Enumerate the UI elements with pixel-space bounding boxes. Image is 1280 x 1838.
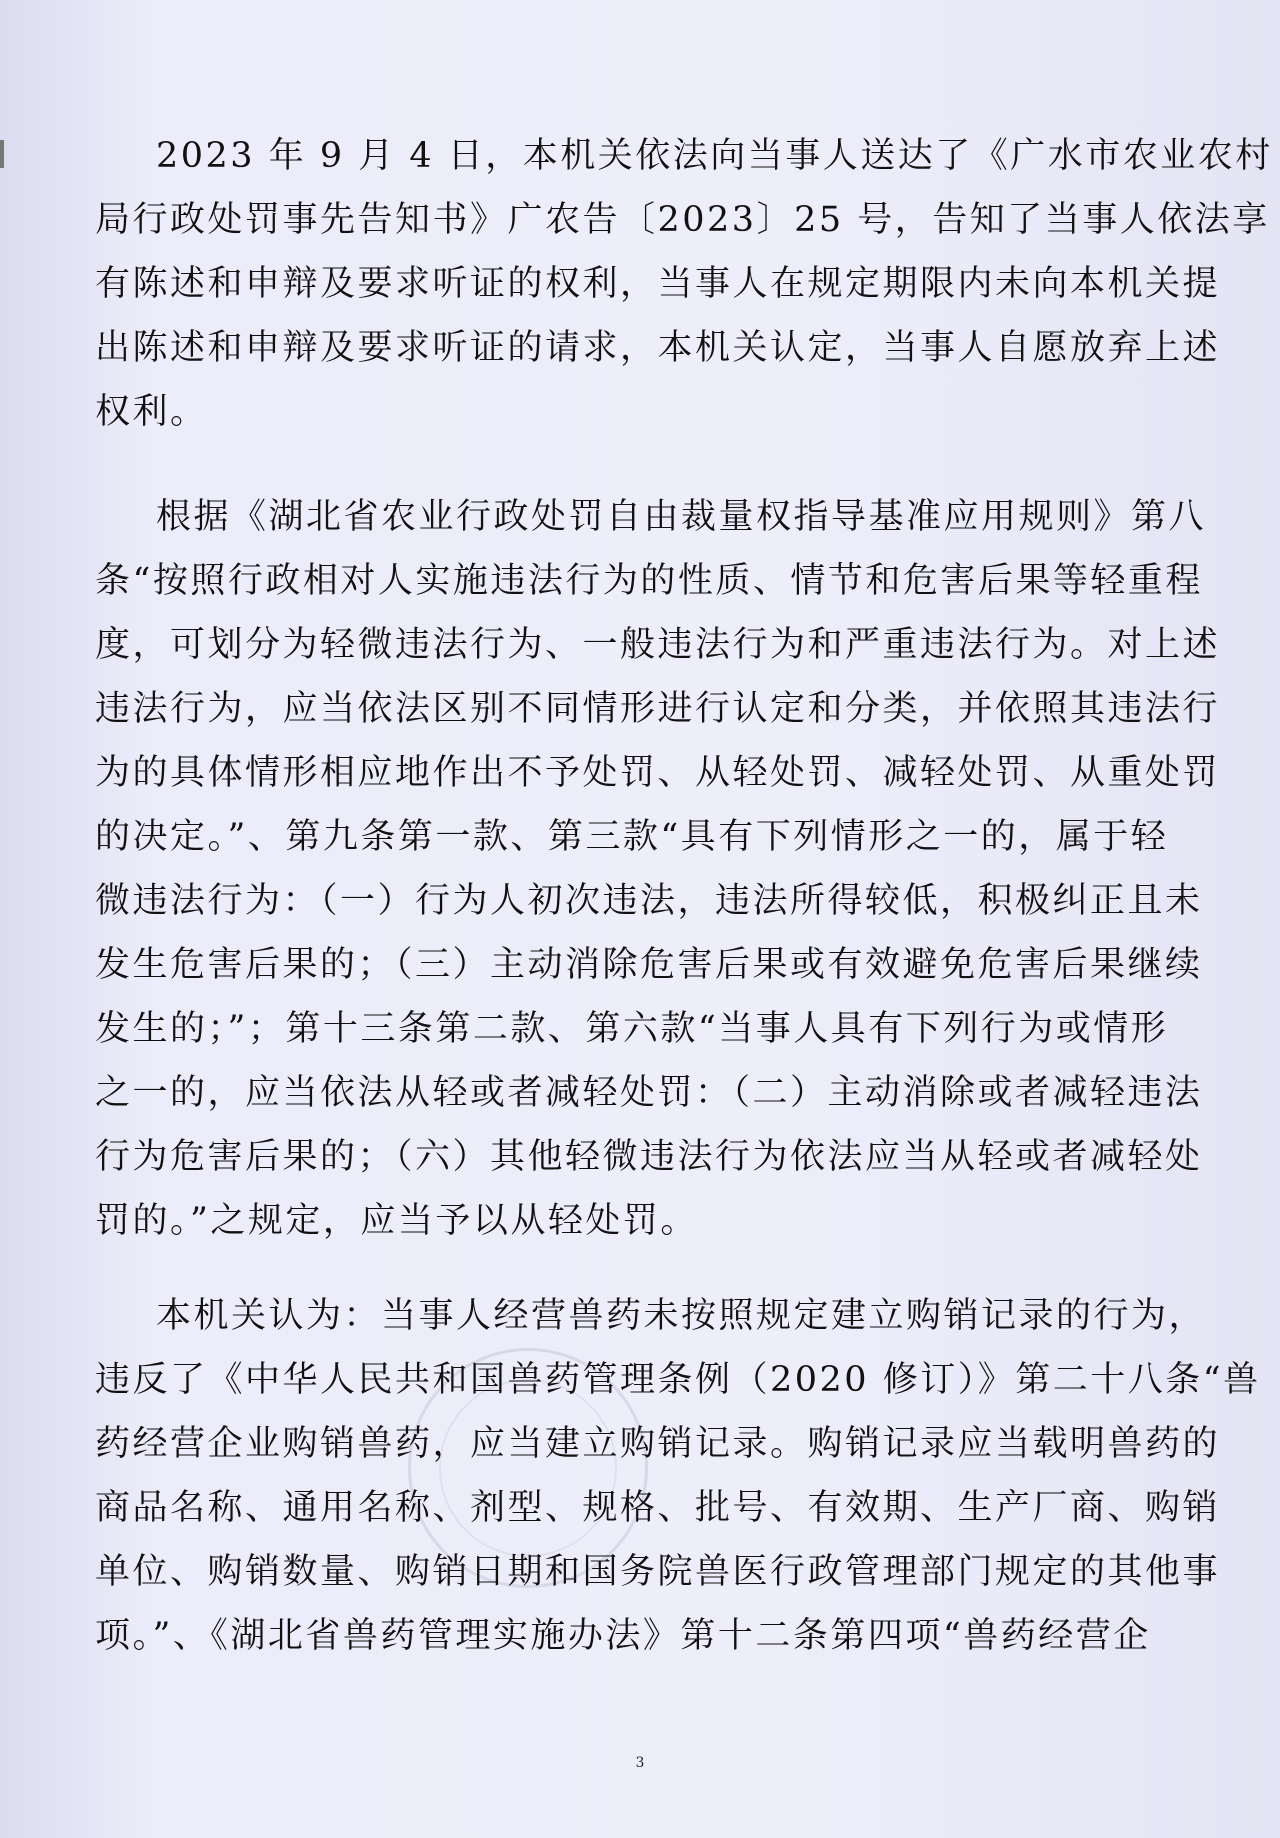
paragraph-2-line-2: 条“按照行政相对人实施违法行为的性质、情节和危害后果等轻重程 [95, 561, 1203, 601]
paragraph-2-line-8: 发生危害后果的；（三）主动消除危害后果或有效避免危害后果继续 [95, 945, 1203, 985]
paragraph-2-line-7: 微违法行为：（一）行为人初次违法，违法所得较低，积极纠正且未 [95, 881, 1203, 921]
paragraph-2-line-11: 行为危害后果的；（六）其他轻微违法行为依法应当从轻或者减轻处 [95, 1137, 1203, 1177]
paragraph-3-line-3: 药经营企业购销兽药，应当建立购销记录。购销记录应当载明兽药的 [95, 1424, 1221, 1464]
paragraph-2-line-10: 之一的，应当依法从轻或者减轻处罚：（二）主动消除或者减轻违法 [95, 1073, 1203, 1113]
paragraph-2-line-3: 度，可划分为轻微违法行为、一般违法行为和严重违法行为。对上述 [95, 625, 1221, 665]
paragraph-1-line-1: 2023 年 9 月 4 日，本机关依法向当事人送达了《广水市农业农村 [156, 136, 1273, 176]
paragraph-2-line-6: 的决定。”、第九条第一款、第三款“具有下列情形之一的，属于轻 [95, 817, 1169, 857]
paragraph-3-line-6: 项。”、《湖北省兽药管理实施办法》第十二条第四项“兽药经营企 [95, 1616, 1151, 1656]
paragraph-2-line-9: 发生的；”；第十三条第二款、第六款“当事人具有下列行为或情形 [95, 1009, 1169, 1049]
paragraph-3-line-1: 本机关认为：当事人经营兽药未按照规定建立购销记录的行为， [156, 1296, 1207, 1336]
paragraph-2-line-12: 罚的。”之规定，应当予以从轻处罚。 [95, 1201, 698, 1241]
page-number: 3 [635, 1755, 645, 1771]
paragraph-2-line-1: 根据《湖北省农业行政处罚自由裁量权指导基准应用规则》第八 [156, 497, 1207, 537]
paragraph-3-line-2: 违反了《中华人民共和国兽药管理条例（2020 修订）》第二十八条“兽 [95, 1360, 1261, 1400]
paragraph-1-line-2: 局行政处罚事先告知书》广农告〔2023〕25 号，告知了当事人依法享 [95, 200, 1270, 240]
paragraph-1-line-4: 出陈述和申辩及要求听证的请求，本机关认定，当事人自愿放弃上述 [95, 328, 1221, 368]
paragraph-2-line-5: 为的具体情形相应地作出不予处罚、从轻处罚、减轻处罚、从重处罚 [95, 753, 1221, 793]
paragraph-3-line-5: 单位、购销数量、购销日期和国务院兽医行政管理部门规定的其他事 [95, 1552, 1221, 1592]
edge-mark [0, 140, 4, 168]
paragraph-2-line-4: 违法行为，应当依法区别不同情形进行认定和分类，并依照其违法行 [95, 689, 1221, 729]
paragraph-3-line-4: 商品名称、通用名称、剂型、规格、批号、有效期、生产厂商、购销 [95, 1488, 1221, 1528]
paragraph-1-line-5: 权利。 [95, 392, 208, 432]
paragraph-1-line-3: 有陈述和申辩及要求听证的权利，当事人在规定期限内未向本机关提 [95, 264, 1221, 304]
